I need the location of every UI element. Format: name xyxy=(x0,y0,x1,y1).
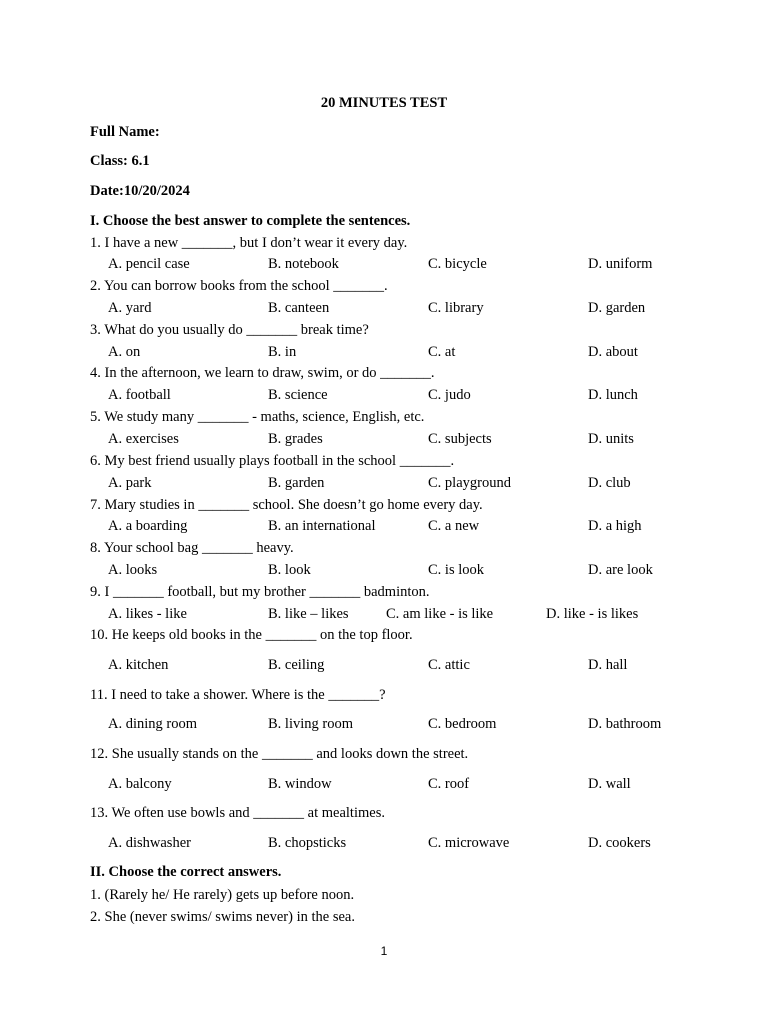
question-text: 13. We often use bowls and _______ at mealtimes. xyxy=(90,805,385,821)
answer-option: A. looks xyxy=(108,562,158,578)
full-name-label: Full Name: xyxy=(90,124,160,140)
answer-option: B. living room xyxy=(268,716,353,732)
answer-option: A. dining room xyxy=(108,716,198,732)
question-text: 11. I need to take a shower. Where is the _______? xyxy=(90,687,386,703)
answer-option: A. balcony xyxy=(108,776,172,792)
answer-option: C. bicycle xyxy=(428,256,487,272)
answer-option: D. lunch xyxy=(588,387,638,403)
answer-option: D. cookers xyxy=(588,835,651,851)
answer-option: A. park xyxy=(108,475,152,491)
answer-option: D. bathroom xyxy=(588,716,662,732)
answer-option: B. like – likes xyxy=(268,606,349,622)
answer-option: A. football xyxy=(108,387,171,403)
question-text: 3. What do you usually do _______ break time? xyxy=(90,322,369,338)
answer-option: D. a high xyxy=(588,518,642,534)
section2-heading: II. Choose the correct answers. xyxy=(90,864,282,880)
answer-option: A. kitchen xyxy=(108,657,169,673)
answer-option: D. uniform xyxy=(588,256,653,272)
answer-option: D. units xyxy=(588,431,634,447)
answer-option: A. likes - like xyxy=(108,606,187,622)
answer-option: D. about xyxy=(588,344,638,360)
section1-heading: I. Choose the best answer to complete the sentences. xyxy=(90,213,411,229)
question-text: 10. He keeps old books in the _______ on the top floor. xyxy=(90,627,413,643)
question-text: 9. I _______ football, but my brother _______ badminton. xyxy=(90,584,430,600)
answer-option: C. library xyxy=(428,300,484,316)
answer-option: B. look xyxy=(268,562,311,578)
date-label: Date:10/20/2024 xyxy=(90,183,190,199)
answer-option: D. wall xyxy=(588,776,631,792)
answer-option: C. a new xyxy=(428,518,480,534)
answer-option: B. grades xyxy=(268,431,323,447)
question-text: 7. Mary studies in _______ school. She doesn’t go home every day. xyxy=(90,497,483,513)
answer-option: A. dishwasher xyxy=(108,835,191,851)
answer-option: C. attic xyxy=(428,657,470,673)
answer-option: C. bedroom xyxy=(428,716,497,732)
answer-option: A. pencil case xyxy=(108,256,190,272)
answer-option: B. chopsticks xyxy=(268,835,347,851)
answer-option: C. subjects xyxy=(428,431,492,447)
answer-option: A. a boarding xyxy=(108,518,188,534)
answer-option: C. judo xyxy=(428,387,471,403)
answer-option: A. on xyxy=(108,344,141,360)
answer-option: B. an international xyxy=(268,518,376,534)
answer-option: D. hall xyxy=(588,657,628,673)
answer-option: D. like - is likes xyxy=(546,606,639,622)
question-text: 8. Your school bag _______ heavy. xyxy=(90,540,294,556)
answer-option: D. club xyxy=(588,475,631,491)
page-title: 20 MINUTES TEST xyxy=(320,95,448,111)
answer-option: C. at xyxy=(428,344,456,360)
answer-option: C. is look xyxy=(428,562,484,578)
answer-option: C. playground xyxy=(428,475,511,491)
answer-option: B. garden xyxy=(268,475,325,491)
answer-option: D. are look xyxy=(588,562,653,578)
answer-option: A. exercises xyxy=(108,431,179,447)
page-number: 1 xyxy=(380,944,388,958)
section2-item: 1. (Rarely he/ He rarely) gets up before noon. xyxy=(90,887,355,903)
answer-option: D. garden xyxy=(588,300,646,316)
answer-option: B. science xyxy=(268,387,328,403)
answer-option: C. am like - is like xyxy=(386,606,494,622)
answer-option: B. window xyxy=(268,776,332,792)
answer-option: C. roof xyxy=(428,776,470,792)
answer-option: B. notebook xyxy=(268,256,339,272)
question-text: 5. We study many _______ - maths, science, English, etc. xyxy=(90,409,425,425)
answer-option: B. ceiling xyxy=(268,657,325,673)
section2-item: 2. She (never swims/ swims never) in the sea. xyxy=(90,909,355,925)
class-label: Class: 6.1 xyxy=(90,153,150,169)
question-text: 12. She usually stands on the _______ and looks down the street. xyxy=(90,746,469,762)
answer-option: B. canteen xyxy=(268,300,330,316)
answer-option: A. yard xyxy=(108,300,152,316)
question-text: 1. I have a new _______, but I don’t wear it every day. xyxy=(90,235,408,251)
answer-option: B. in xyxy=(268,344,297,360)
question-text: 4. In the afternoon, we learn to draw, swim, or do _______. xyxy=(90,365,435,381)
question-text: 6. My best friend usually plays football in the school _______. xyxy=(90,453,455,469)
answer-option: C. microwave xyxy=(428,835,510,851)
question-text: 2. You can borrow books from the school _______. xyxy=(90,278,388,294)
